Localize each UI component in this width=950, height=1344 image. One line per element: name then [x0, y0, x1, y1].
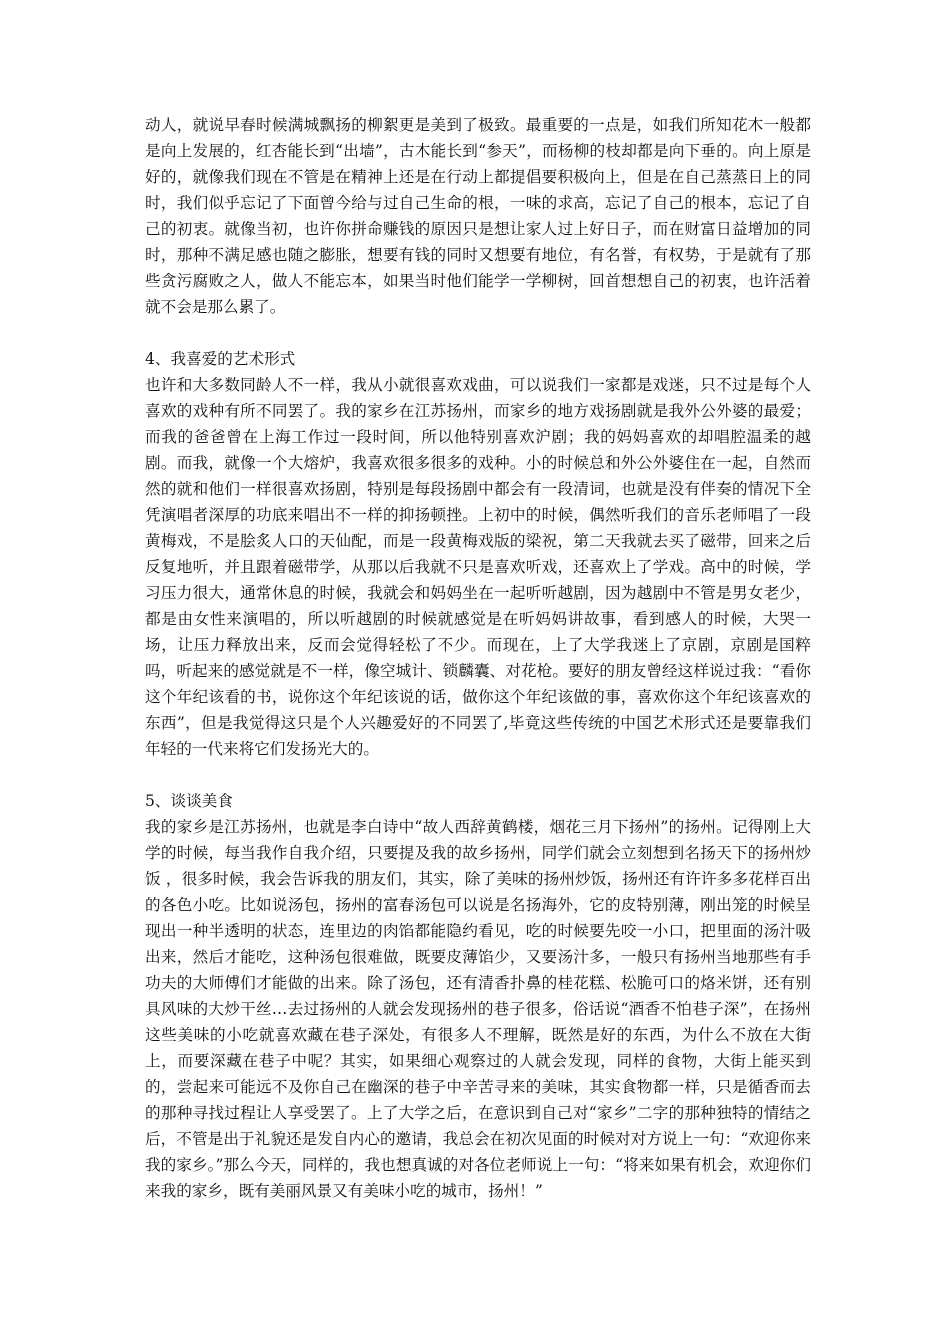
document-page: [145, 112, 811, 1204]
section-4-body: 也许和大多数同龄人不一样，我从小就很喜欢戏曲，可以说我们一家都是戏迷，只不过是每个人喜欢的戏种有所不同罢了。我的家乡在江苏扬州，而家乡的地方戏扬剧就是我外公外婆的最爱；而我的爸爸曾在上海工作过一段时间，所以他特别喜欢沪剧；我的妈妈喜欢的却唱腔温柔的越剧。而我，就像一个大熔炉，我喜欢很多很多的戏种。小的时候总和外公外婆住在一起，自然而然的就和他们一样很喜欢扬剧，特别是每段扬剧中都会有一段清词，也就是没有伴奏的情况下全凭演唱者深厚的功底来唱出不一样的抑扬顿挫。上初中的时候，偶然听我们的音乐老师唱了一段黄梅戏，不是脍炙人口的天仙配，而是一段黄梅戏版的梁祝，第二天我就去买了磁带，回来之后反复地听，并且跟着磁带学，从那以后我就不只是喜欢听戏，还喜欢上了学戏。高中的时候，学习压力很大，通常休息的时候，我就会和妈妈坐在一起听听越剧，因为越剧中不管是男女老少，都是由女性来演唱的，所以听越剧的时候就感觉是在听妈妈讲故事，看到感人的时候，大哭一场，让压力释放出来，反而会觉得轻松了不少。而现在，上了大学我迷上了京剧，京剧是国粹吗，听起来的感觉就是不一样，像空城计、锁麟囊、对花枪。要好的朋友曾经这样说过我：“看你这个年纪该看的书，说你这个年纪该说的话，做你这个年纪该做的事，喜欢你这个年纪该喜欢的东西”，但是我觉得这只是个人兴趣爱好的不同罢了,毕竟这些传统的中国艺术形式还是要靠我们年轻的一代来将它们发扬光大的。: [145, 376, 811, 758]
section-4-heading: 4、我喜爱的艺术形式: [145, 350, 296, 368]
paragraph-gap: [145, 320, 811, 346]
paragraph-gap: [145, 762, 811, 788]
section-5-heading: 5、谈谈美食: [145, 792, 233, 810]
section-5-body: 我的家乡是江苏扬州，也就是李白诗中“故人西辞黄鹤楼，烟花三月下扬州”的扬州。记得刚上大学的时候，每当我作自我介绍，只要提及我的故乡扬州，同学们就会立刻想到名扬天下的扬州炒饭 ，很多时候，我会告诉我的朋友们，其实，除了美味的扬州炒饭，扬州还有许许多多花样百出的各色小吃。比如说汤包，扬州的富春汤包可以说是名扬海外，它的皮特别薄，刚出笼的时候呈现出一种半透明的状态，连里边的肉馅都能隐约看见，吃的时候要先咬一小口，把里面的汤汁吸出来，然后才能吃，这种汤包很难做，既要皮薄馅少，又要汤汁多，一般只有扬州当地那些有手功夫的大师傅们才能做的出来。除了汤包，还有清香扑鼻的桂花糕、松脆可口的烙米饼，还有别具风味的大炒干丝…去过扬州的人就会发现扬州的巷子很多，俗话说“酒香不怕巷子深”，在扬州这些美味的小吃就喜欢藏在巷子深处，有很多人不理解，既然是好的东西，为什么不放在大街上，而要深藏在巷子中呢？其实，如果细心观察过的人就会发现，同样的食物，大街上能买到的，尝起来可能远不及你自己在幽深的巷子中辛苦寻来的美味，其实食物都一样，只是循香而去的那种寻找过程让人享受罢了。上了大学之后，在意识到自己对“家乡”二字的那种独特的情结之后，不管是出于礼貌还是发自内心的邀请，我总会在初次见面的时候对对方说上一句：“欢迎你来我的家乡。”那么今天，同样的，我也想真诚的对各位老师说上一句：“将来如果有机会，欢迎你们来我的家乡，既有美丽风景又有美味小吃的城市，扬州！”: [145, 818, 811, 1200]
intro-paragraph: 动人，就说早春时候满城飘扬的柳絮更是美到了极致。最重要的一点是，如我们所知花木一般都是向上发展的，红杏能长到“出墙”，古木能长到“参天”，而杨柳的枝却都是向下垂的。向上原是好的，就像我们现在不管是在精神上还是在行动上都提倡要积极向上，但是在自己蒸蒸日上的同时，我们似乎忘记了下面曾今给与过自己生命的根，一味的求高，忘记了自己的根本，忘记了自己的初衷。就像当初，也许你拼命赚钱的原因只是想让家人过上好日子，而在财富日益增加的同时，那种不满足感也随之膨胀，想要有钱的同时又想要有地位，有名誉，有权势，于是就有了那些贪污腐败之人，做人不能忘本，如果当时他们能学一学柳树，回首想想自己的初衷，也许活着就不会是那么累了。: [145, 116, 811, 316]
